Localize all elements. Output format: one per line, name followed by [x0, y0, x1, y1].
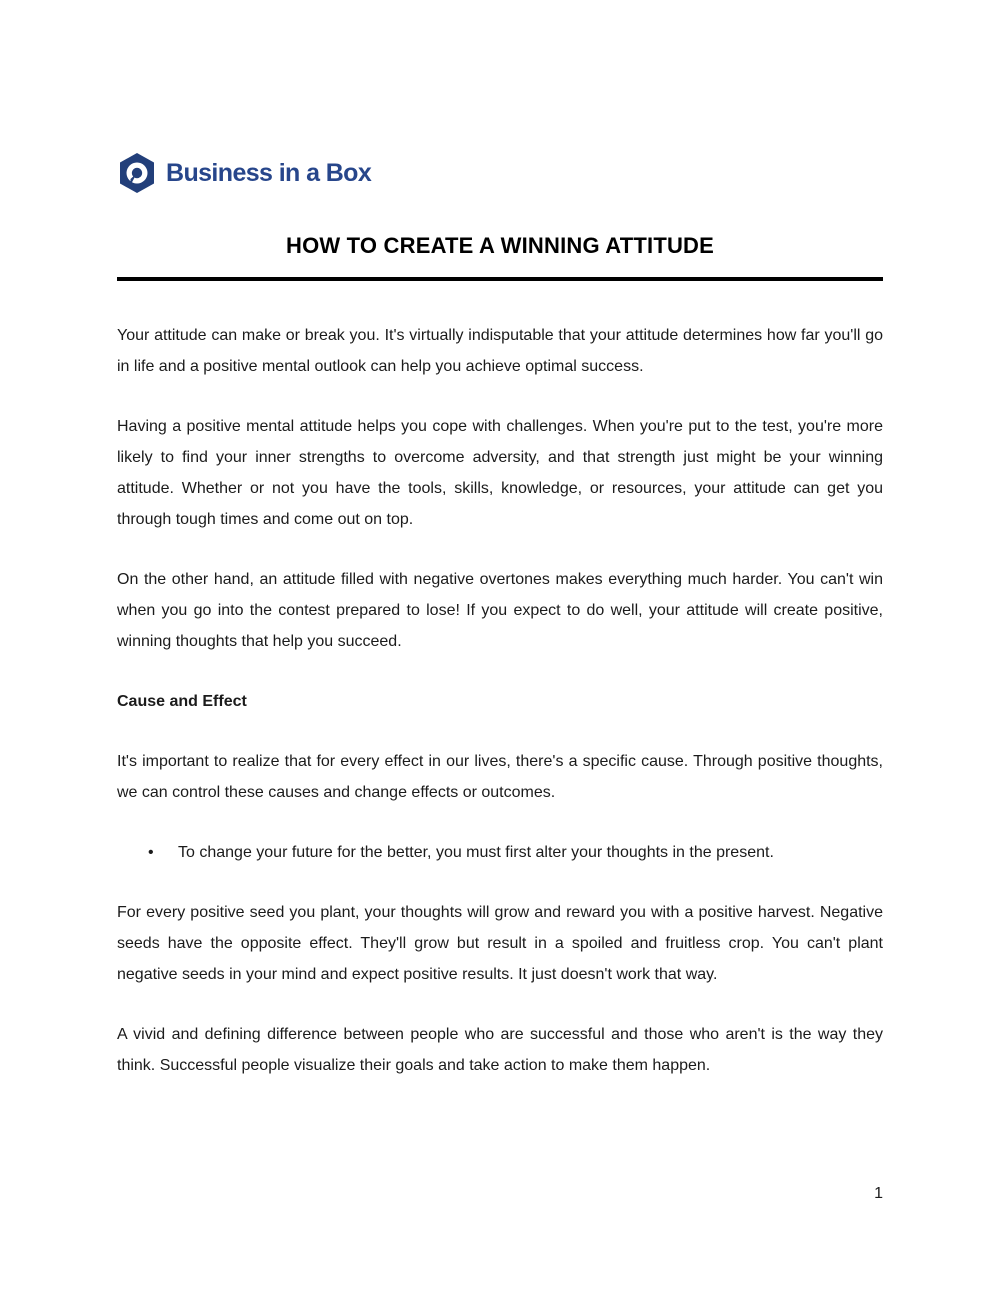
section-heading: Cause and Effect [117, 693, 247, 710]
paragraph: It's important to realize that for every effect in our lives, there's a specific cause. Through positive thoughts, we can control these causes and change effects or outcomes. [117, 753, 883, 801]
page-number: 1 [874, 1185, 883, 1202]
paragraph: Your attitude can make or break you. It's virtually indisputable that your attitude determines how far you'll go in life and a positive mental outlook can help you achieve optimal success. [117, 327, 883, 375]
list-item-text: To change your future for the better, you must first alter your thoughts in the present. [178, 844, 774, 861]
paragraph: A vivid and defining difference between people who are successful and those who aren't is the way they think. Successful people visualize their goals and take action to make them happen. [117, 1026, 883, 1074]
title-divider [117, 277, 883, 281]
hexagon-logo-icon [117, 151, 157, 195]
brand-name: Business in a Box [166, 158, 372, 187]
paragraph: On the other hand, an attitude filled with negative overtones makes everything much harder. You can't win when you go into the contest prepared to lose! If you expect to do well, your attitude will create positive, winning thoughts that help you succeed. [117, 571, 883, 650]
paragraph: For every positive seed you plant, your thoughts will grow and reward you with a positive harvest. Negative seeds have the opposite effect. They'll grow but result in a spoiled and fruitless crop. You can't plant negative seeds in your mind and expect positive results. It just doesn't work that way. [117, 904, 883, 983]
page-title: HOW TO CREATE A WINNING ATTITUDE [285, 233, 715, 258]
brand-logo [117, 151, 371, 195]
document-body [117, 320, 883, 1110]
paragraph: Having a positive mental attitude helps you cope with challenges. When you're put to the test, you're more likely to find your inner strengths to overcome adversity, and that strength just might be your winning attitude. Whether or not you have the tools, skills, knowledge, or resources, your attitude can get you through tough times and come out on top. [117, 418, 883, 528]
bullet-icon: • [148, 844, 154, 861]
list-item [117, 837, 883, 868]
